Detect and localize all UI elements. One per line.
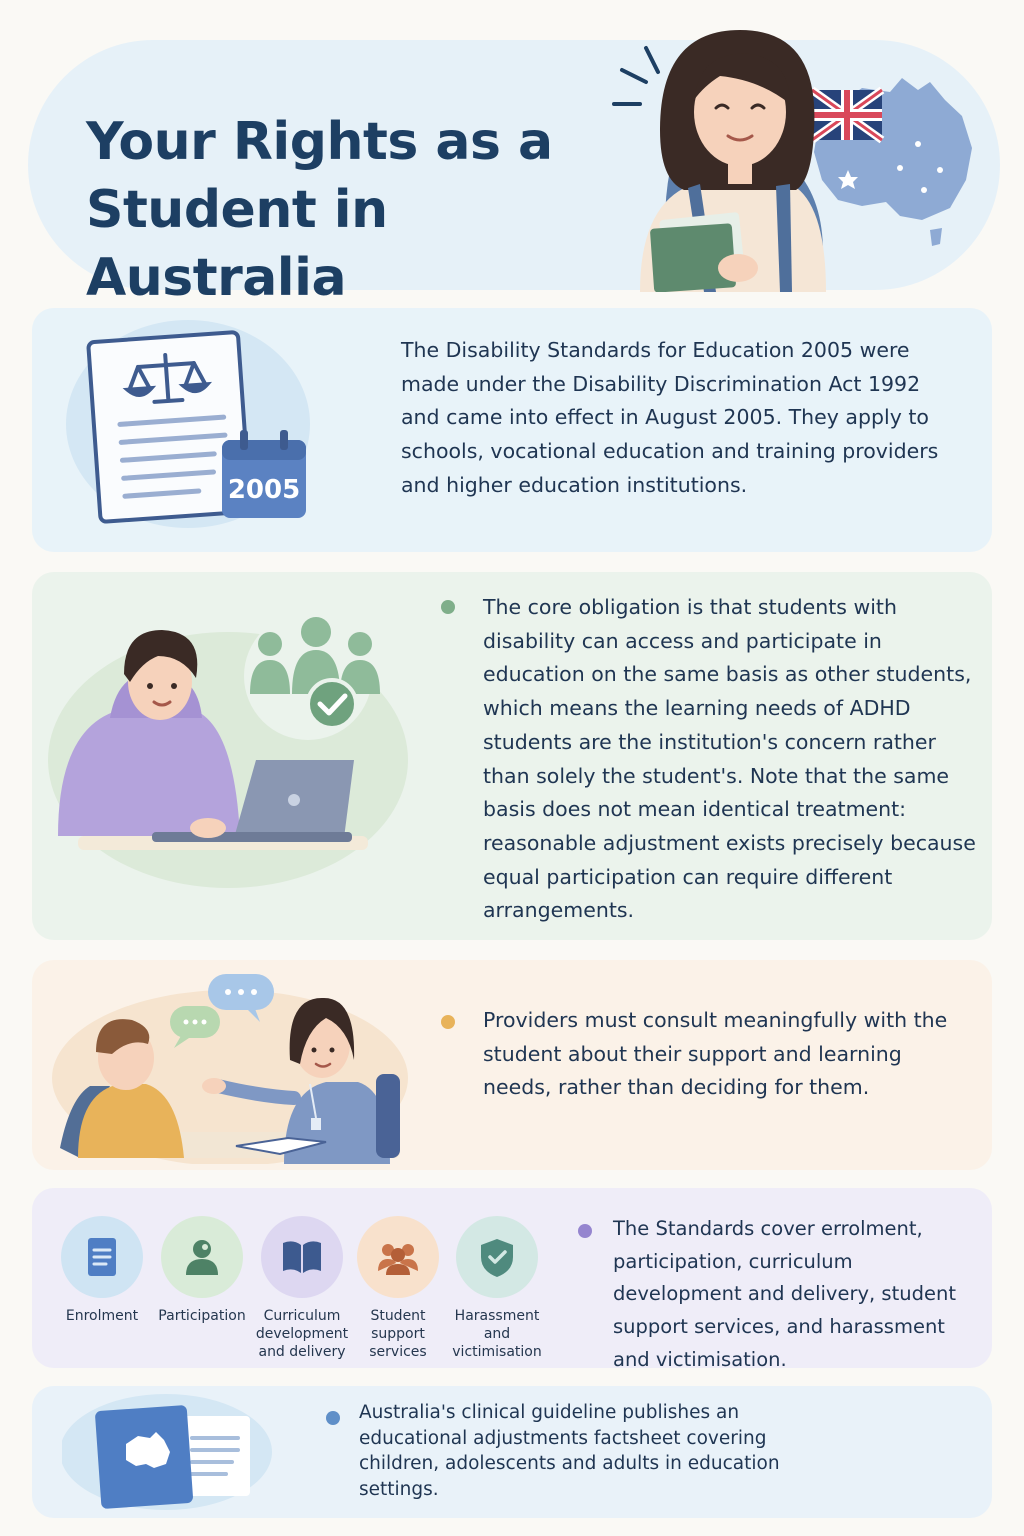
topic-harassment	[447, 1216, 547, 1361]
guideline-text: Australia's clinical guideline publishes an educational adjustments factsheet covering children, adolescents and adults in education settings.	[359, 1402, 780, 1500]
title-line-1: Your Rights as a	[86, 112, 553, 172]
book-icon	[279, 1237, 325, 1277]
coverage-text-rest: cover errolment, participation, curriculum development and delivery, student support services, and harassment and victimisation.	[613, 1217, 956, 1371]
bullet-dot	[326, 1411, 340, 1425]
calendar-icon	[222, 430, 306, 518]
australian-flag-icon	[812, 90, 882, 140]
topic-circle	[456, 1216, 538, 1298]
guideline-factsheet-illustration	[62, 1394, 276, 1512]
student-at-laptop-illustration	[48, 600, 418, 890]
topic-circle	[357, 1216, 439, 1298]
group-icon	[374, 1237, 422, 1277]
person-icon	[182, 1235, 222, 1279]
topic-circle	[161, 1216, 243, 1298]
calendar-year: 2005	[227, 475, 301, 505]
bullet-dot	[578, 1224, 592, 1238]
topic-label: Curriculum development and delivery	[255, 1308, 349, 1360]
title-line-2: Student in Australia	[86, 180, 388, 308]
check-circle-icon	[308, 680, 356, 728]
topic-label: Student support services	[369, 1308, 427, 1360]
consultation-text: Providers must consult meaningfully with the student about their support and learning needs, rather than deciding for them.	[483, 1008, 948, 1100]
topic-curriculum	[252, 1216, 352, 1361]
bullet-dot	[441, 600, 455, 614]
legal-document-illustration	[60, 320, 320, 540]
page-title	[86, 108, 646, 312]
topic-circle	[261, 1216, 343, 1298]
topic-enrolment	[52, 1216, 152, 1325]
coverage-text	[613, 1213, 983, 1377]
topic-participation	[152, 1216, 252, 1325]
bullet-dot	[441, 1015, 455, 1029]
topic-student-support	[348, 1216, 448, 1361]
core-obligation-text: The core obligation is that students with disability can access and participate in education on the same basis as other students, which means the learning needs of ADHD students are the institution's concern rather than solely the student's. Note that the same basis does not mean identical treatment: reasonable adjustment exists precisely because equal participation can require different arrangements.	[483, 595, 976, 923]
standards-text: The Disability Standards for Education 2005 were made under the Disability Discrimination Act 1992 and came into effect in August 2005. They apply to schools, vocational education and training providers and higher education institutions.	[401, 338, 939, 497]
topic-label: Harassment and victimisation	[452, 1308, 542, 1360]
student-with-australia-map-illustration	[600, 20, 1000, 292]
topic-label: Participation	[158, 1308, 246, 1324]
shield-check-icon	[477, 1235, 517, 1279]
coverage-text-bold: The Standards	[613, 1217, 755, 1240]
book-icon	[95, 1405, 194, 1509]
consultation-illustration	[50, 968, 420, 1164]
document-icon	[82, 1234, 122, 1280]
topic-circle	[61, 1216, 143, 1298]
topic-label: Enrolment	[65, 1308, 139, 1324]
